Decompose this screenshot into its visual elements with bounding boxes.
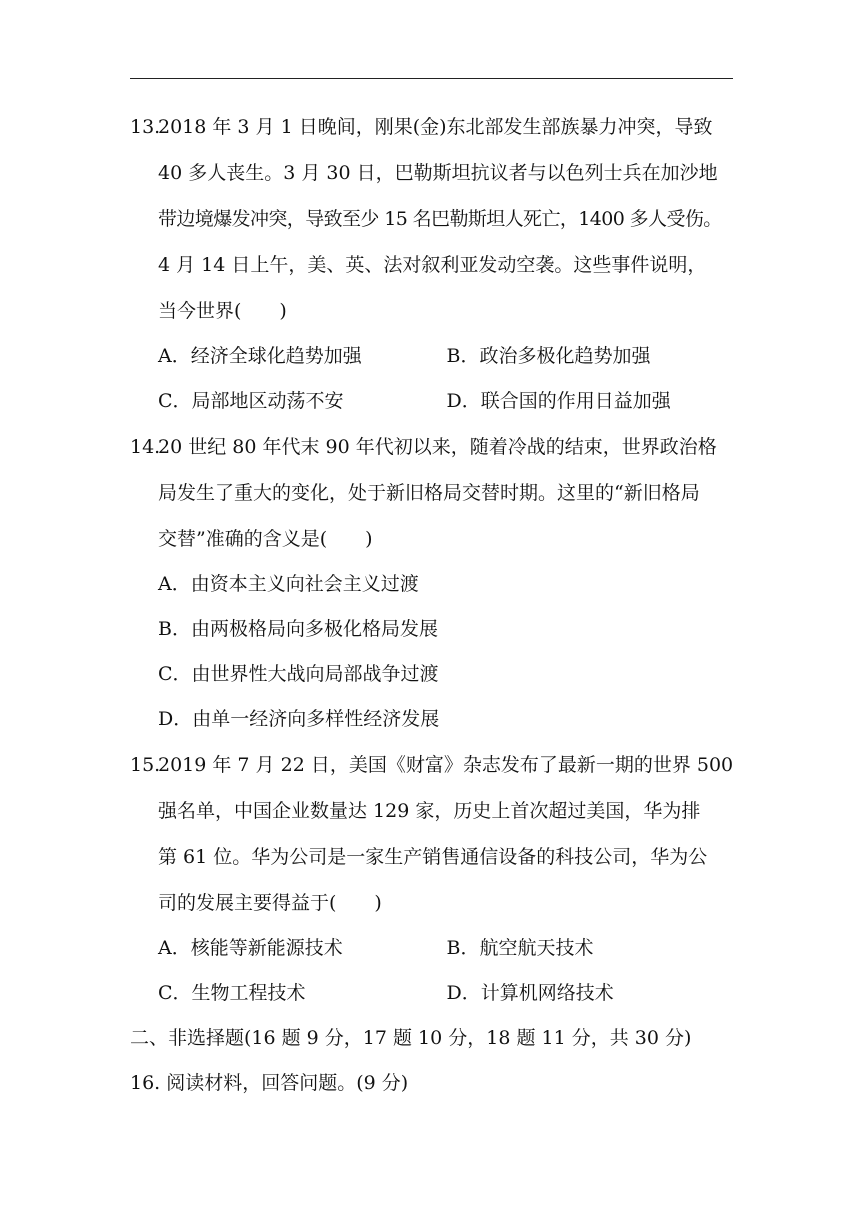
option-b: B．由两极格局向多极化格局发展 [158,618,438,640]
question-16-prompt: 16. 阅读材料，回答问题。(9 分) [130,1072,409,1094]
option-a: A．经济全球化趋势加强 [158,345,362,367]
question-14-line-1 [130,424,735,470]
question-15-options-row-1 [130,926,735,971]
question-13-line-1 [130,104,735,150]
question-text: 20 世纪 80 年代末 90 年代初以来，随着冷战的结束，世界政治格 [158,436,717,458]
question-15-line-3: 第 61 位。华为公司是一家生产销售通信设备的科技公司，华为公 [158,846,708,868]
question-text: 2018 年 3 月 1 日晚间，刚果(金)东北部发生部族暴力冲突，导致 [158,116,713,138]
question-13-line-4: 4 月 14 日上午，美、英、法对叙利亚发动空袭。这些事件说明， [158,254,707,276]
question-14-line-3: 交替”准确的含义是( ) [158,528,373,550]
option-b: B．航空航天技术 [446,937,594,959]
exam-page-content [130,104,735,1106]
option-c: C．局部地区动荡不安 [158,390,344,412]
question-15-line-1 [130,742,735,788]
question-15 [130,742,735,1016]
option-d: D．联合国的作用日益加强 [446,390,671,412]
option-c: C．生物工程技术 [158,982,306,1004]
question-13 [130,104,735,424]
option-a: A．由资本主义向社会主义过渡 [158,573,419,595]
question-15-line-4: 司的发展主要得益于( ) [158,892,382,914]
question-13-line-2: 40 多人丧生。3 月 30 日，巴勒斯坦抗议者与以色列士兵在加沙地 [158,162,718,184]
question-number: 14. [130,436,161,458]
question-15-line-2: 强名单，中国企业数量达 129 家，历史上首次超过美国，华为排 [158,800,701,822]
question-13-line-5: 当今世界( ) [158,300,287,322]
option-c: C．由世界性大战向局部战争过渡 [158,663,439,685]
question-14 [130,424,735,742]
section-heading: 二、非选择题(16 题 9 分，17 题 10 分，18 题 11 分，共 30 分) [130,1027,692,1049]
question-13-options-row-2 [130,379,735,424]
question-15-options-row-2 [130,971,735,1016]
question-number: 15. [130,754,161,776]
question-14-line-2: 局发生了重大的变化，处于新旧格局交替时期。这里的“新旧格局 [158,482,700,504]
question-13-line-3: 带边境爆发冲突，导致至少 15 名巴勒斯坦人死亡，1400 多人受伤。 [158,208,722,230]
option-a: A．核能等新能源技术 [158,937,343,959]
option-d: D．计算机网络技术 [446,982,614,1004]
question-13-options-row-1 [130,334,735,379]
question-number: 13. [130,116,161,138]
question-text: 2019 年 7 月 22 日，美国《财富》杂志发布了最新一期的世界 500 [158,754,734,776]
header-rule [130,78,733,79]
option-d: D．由单一经济向多样性经济发展 [158,708,440,730]
option-b: B．政治多极化趋势加强 [446,345,651,367]
